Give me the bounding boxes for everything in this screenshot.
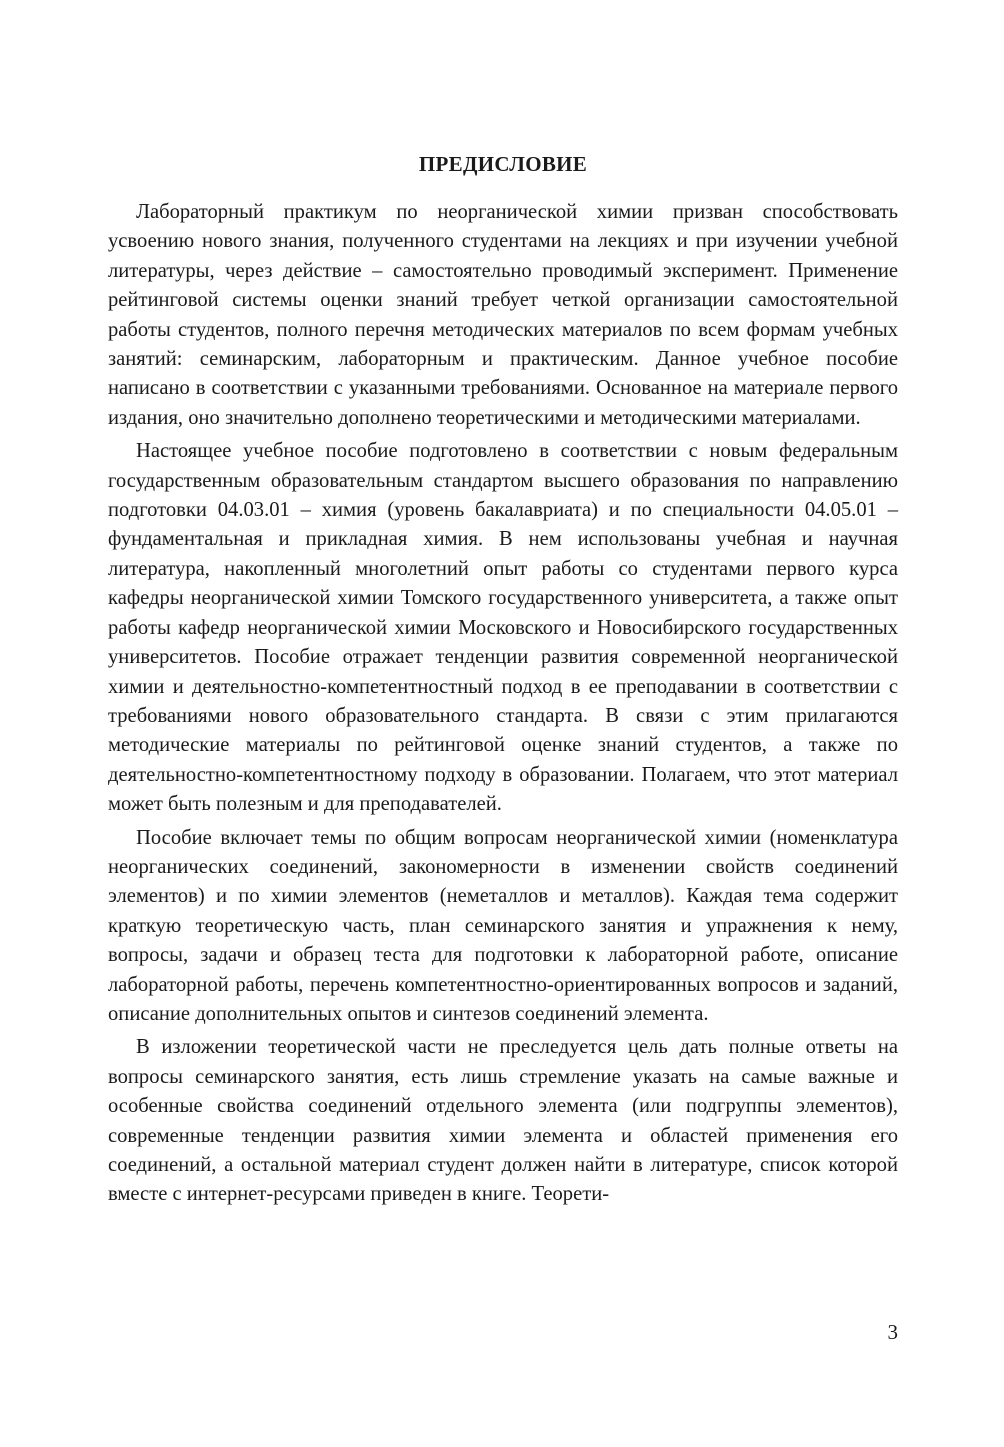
paragraph-4: В изложении теоретической части не преследуется цель дать полные ответы на вопросы семинарского занятия, есть лишь стремление указать на самые важные и особенные свойства соединений отдельного элемента (или подгруппы элементов), современные тенденции развития химии элемента и областей применения его соединений, а остальной материал студент должен найти в литературе, список которой вместе с интернет-ресурсами приведен в книге. Теорети-	[108, 1036, 898, 1206]
page-title: ПРЕДИСЛОВИЕ	[418, 152, 588, 176]
paragraph-2: Настоящее учебное пособие подготовлено в соответствии с новым федеральным государственным образовательным стандартом высшего образования по направлению подготовки 04.03.01 – химия (уровень бакалавриата) и по специальности 04.05.01 – фундаментальная и прикладная химия. В нем использованы учебная и научная литература, накопленный многолетний опыт работы со студентами первого курса кафедры неорганической химии Томского государственного университета, а также опыт работы кафедр неорганической химии Московского и Новосибирского государственных университетов. Пособие отражает тенденции развития современной неорганической химии и деятельностно-компетентностный подход в ее преподавании в соответствии с требованиями нового образовательного стандарта. В связи с этим прилагаются методические материалы по рейтинговой оценке знаний студентов, а также по деятельностно-компетентностному подходу в образовании. Полагаем, что этот материал может быть полезным и для преподавателей.	[108, 440, 898, 816]
paragraph-1: Лабораторный практикум по неорганической химии призван способствовать усвоению нового знания, полученного студентами на лекциях и при изучении учебной литературы, через действие – самостоятельно проводимый эксперимент. Применение рейтинговой системы оценки знаний требует четкой организации самостоятельной работы студентов, полного перечня методических материалов по всем формам учебных занятий: семинарским, лабораторным и практическим. Данное учебное пособие написано в соответствии с указанными требованиями. Основанное на материале первого издания, оно значительно дополнено теоретическими и методическими материалами.	[108, 201, 898, 429]
paragraph-3: Пособие включает темы по общим вопросам неорганической химии (номенклатура неорганических соединений, закономерности в изменении свойств соединений элементов) и по химии элементов (неметаллов и металлов). Каждая тема содержит краткую теоретическую часть, план семинарского занятия и упражнения к нему, вопросы, задачи и образец теста для подготовки к лабораторной работе, описание лабораторной работы, перечень компетентностно-ориентированных вопросов и заданий, описание дополнительных опытов и синтезов соединений элемента.	[108, 826, 898, 1025]
page-number: 3	[887, 1320, 898, 1344]
